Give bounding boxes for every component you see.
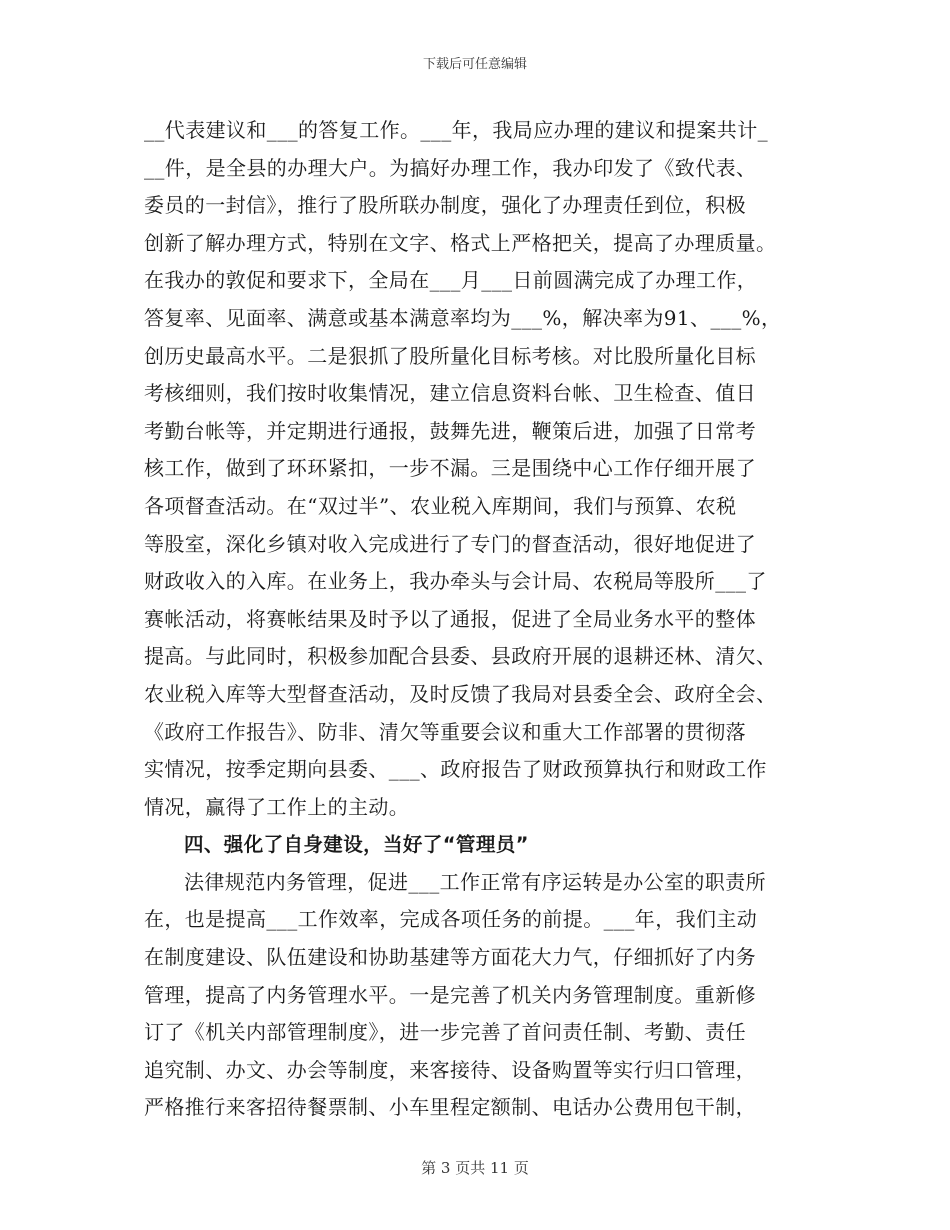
text-line: 在，也是提高___工作效率，完成各项任务的前提。___年，我们主动 (144, 907, 758, 932)
text-line: 在制度建设、队伍建设和协助基建等方面花大力气，仔细抓好了内务 (144, 945, 756, 970)
text-line: 严格推行来客招待餐票制、小车里程定额制、电话办公费用包干制， (144, 1095, 756, 1120)
text-line: 等股室，深化乡镇对收入完成进行了专门的督查活动，很好地促进了 (144, 531, 756, 556)
text-line: 答复率、见面率、满意或基本满意率均为___%，解决率为91、___%， (144, 305, 782, 330)
text-line: 《政府工作报告》、防非、清欠等重要会议和重大工作部署的贯彻落 (144, 719, 746, 744)
section-heading: 四、强化了自身建设，当好了“管理员” (184, 833, 529, 857)
text-line: 创历史最高水平。二是狠抓了股所量化目标考核。对比股所量化目标 (144, 343, 756, 368)
text-line: 各项督查活动。在“双过半”、农业税入库期间，我们与预算、农税 (144, 493, 737, 518)
text-line: 法律规范内务管理，促进___工作正常有序运转是办公室的职责所 (184, 869, 766, 894)
text-line: 实情况，按季定期向县委、___、政府报告了财政预算执行和财政工作 (144, 757, 767, 782)
document-body (144, 112, 814, 1127)
page-footer: 第 3 页共 11 页 (421, 1159, 529, 1177)
text-line: 考核细则，我们按时收集情况，建立信息资料台帐、卫生检查、值日 (144, 381, 756, 406)
text-line: 农业税入库等大型督查活动，及时反馈了我局对县委全会、政府全会、 (144, 681, 777, 706)
text-line: 委员的一封信》，推行了股所联办制度，强化了办理责任到位，积极 (144, 193, 746, 218)
page-header: 下载后可任意编辑 (422, 57, 527, 72)
text-line: 订了《机关内部管理制度》，进一步完善了首问责任制、考勤、责任 (144, 1020, 746, 1045)
text-line: 在我办的敦促和要求下，全局在___月___日前圆满完成了办理工作， (144, 268, 758, 293)
text-line: 追究制、办文、办会等制度，来客接待、设备购置等实行归口管理， (144, 1057, 756, 1082)
text-line: 考勤台帐等，并定期进行通报，鼓舞先进，鞭策后进，加强了日常考 (144, 418, 756, 443)
text-line: 情况，赢得了工作上的主动。 (144, 794, 410, 819)
text-line: 财政收入的入库。在业务上，我办牵头与会计局、农税局等股所___了 (144, 569, 767, 594)
text-line: 核工作，做到了环环紧扣，一步不漏。三是围绕中心工作仔细开展了 (144, 456, 756, 481)
text-line: 管理，提高了内务管理水平。一是完善了机关内务管理制度。重新修 (144, 982, 756, 1007)
text-line: __件，是全县的办理大户。为搞好办理工作，我办印发了《致代表、 (144, 155, 757, 180)
text-line: 提高。与此同时，积极参加配合县委、县政府开展的退耕还林、清欠、 (144, 644, 777, 669)
text-line: 创新了解办理方式，特别在文字、格式上严格把关，提高了办理质量。 (144, 230, 777, 255)
text-line: 赛帐活动，将赛帐结果及时予以了通报，促进了全局业务水平的整体 (144, 606, 756, 631)
text-line: __代表建议和___的答复工作。___年，我局应办理的建议和提案共计_ (144, 118, 768, 142)
